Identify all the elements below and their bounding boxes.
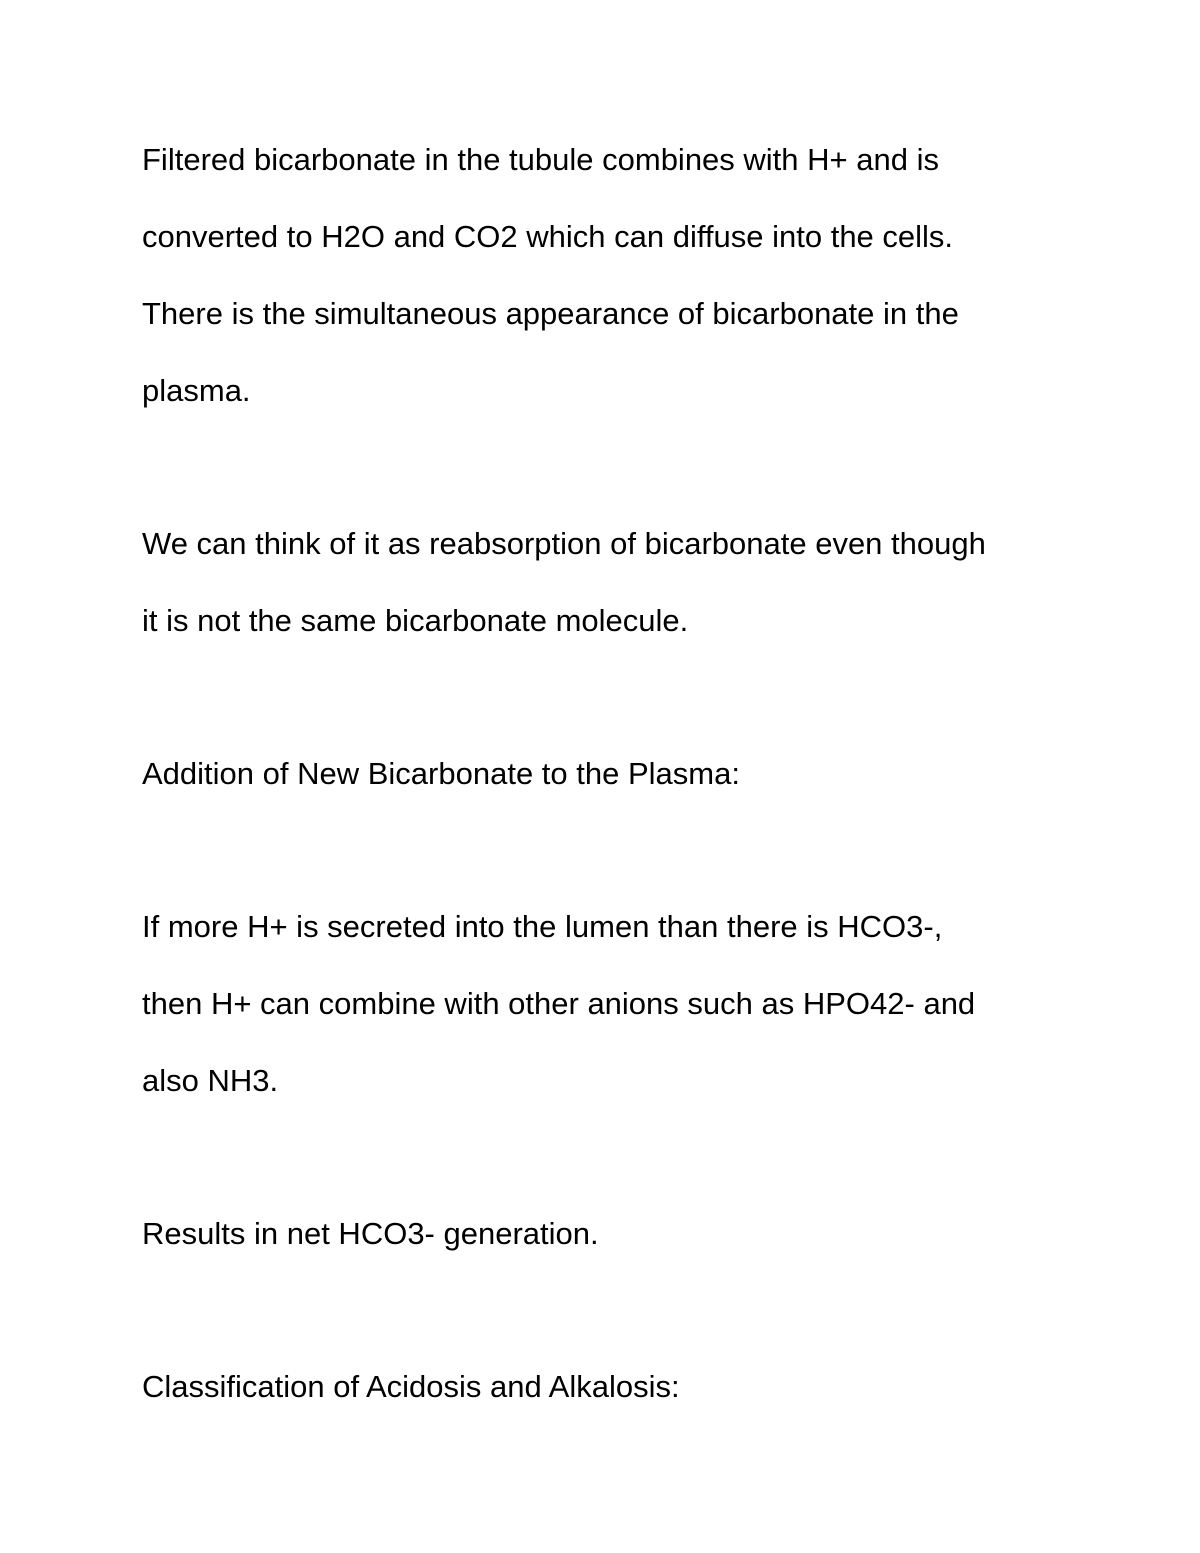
text-line: There is the simultaneous appearance of bicarbonate in the xyxy=(142,296,959,331)
section-heading: Classification of Acidosis and Alkalosis: xyxy=(142,1369,680,1404)
text-line: it is not the same bicarbonate molecule. xyxy=(142,603,689,638)
text-line: Filtered bicarbonate in the tubule combines with H+ and is xyxy=(142,142,939,177)
text-line: then H+ can combine with other anions such as HPO42- and xyxy=(142,986,976,1021)
text-line: plasma. xyxy=(142,373,251,408)
section-heading: Addition of New Bicarbonate to the Plasma: xyxy=(142,756,740,791)
text-line: also NH3. xyxy=(142,1063,279,1098)
text-line: We can think of it as reabsorption of bicarbonate even though xyxy=(142,526,986,561)
text-line: If more H+ is secreted into the lumen than there is HCO3-, xyxy=(142,909,943,944)
text-line: converted to H2O and CO2 which can diffuse into the cells. xyxy=(142,219,954,254)
text-line: Results in net HCO3- generation. xyxy=(142,1216,599,1251)
